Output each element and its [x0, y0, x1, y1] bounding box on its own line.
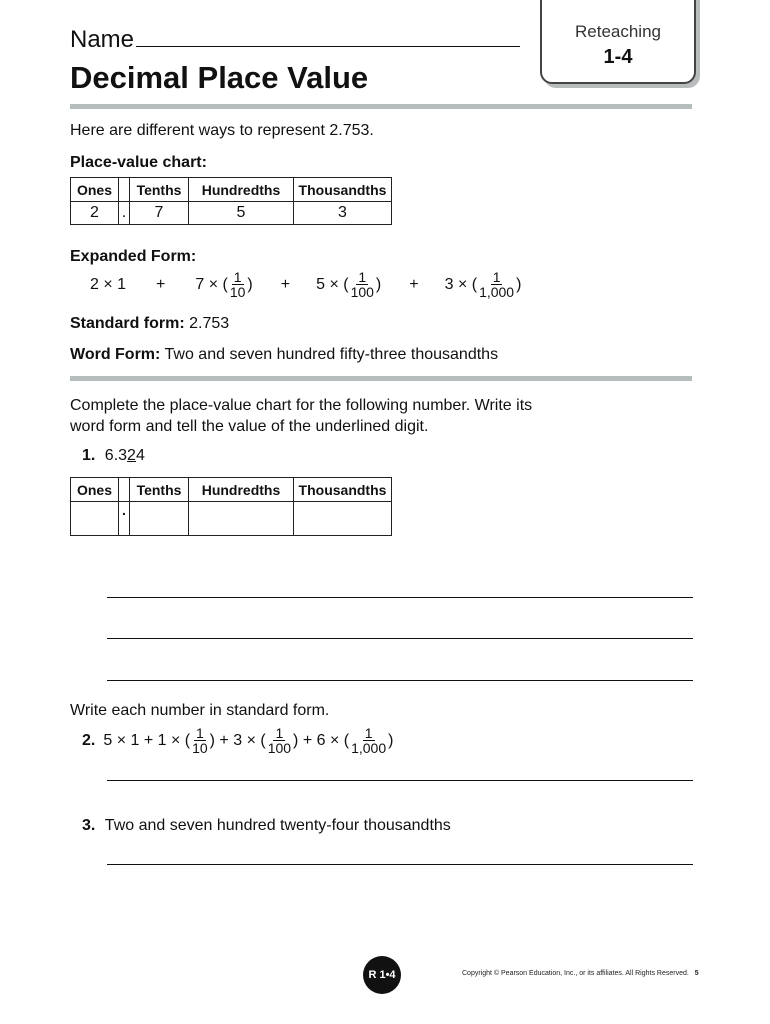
fraction-tenth: $\frac{1}{10}$: [229, 269, 246, 300]
page-number: 5: [694, 970, 699, 977]
underlined-digit: 2: [127, 447, 136, 464]
question-number: 2.: [82, 731, 96, 749]
header-thousandths: Thousandths: [294, 178, 392, 202]
header-ones: Ones: [71, 478, 119, 502]
question-1-number: 6.324: [104, 447, 145, 464]
value-tenths: 7: [130, 202, 189, 225]
answer-line[interactable]: [107, 597, 693, 598]
header-ones: Ones: [71, 178, 119, 202]
header-dot: [119, 178, 130, 202]
chart-header-row: [71, 178, 392, 202]
word-form-value: Two and seven hundred fifty-three thousandths: [164, 346, 499, 363]
divider: [70, 376, 692, 381]
place-value-label: Place-value chart:: [70, 154, 207, 171]
fraction-tenth: $\frac{1}{10}$: [192, 725, 208, 756]
term-1: 2 × 1: [90, 275, 127, 293]
fraction-thousandth: $\frac{1}{1,000}$: [351, 725, 387, 756]
fraction-hundredth: $\frac{1}{100}$: [267, 725, 292, 756]
question-2: 2. 5 × 1 + 1 × ( $\frac{1}{10}$ ) + 3 × ( $\frac{1}{100}$ ) + 6 × ( $\frac{1}{1,000}$ ): [82, 725, 394, 756]
answer-thousandths[interactable]: [294, 502, 392, 536]
header-hundredths: Hundredths: [189, 478, 294, 502]
header-tenths: Tenths: [130, 478, 189, 502]
header-hundredths: Hundredths: [189, 178, 294, 202]
place-value-chart-blank: [70, 477, 392, 536]
plus-sign: +: [409, 275, 419, 293]
value-hundredths: 5: [189, 202, 294, 225]
standard-form-instructions: Write each number in standard form.: [70, 702, 330, 719]
question-3: [82, 817, 451, 835]
standard-form-label: Standard form:: [70, 315, 185, 332]
tab-lesson-number: 1-4: [603, 46, 633, 68]
answer-line[interactable]: [107, 680, 693, 681]
term-4-prefix: 3 × (: [444, 275, 478, 293]
standard-form-value: 2.753: [189, 315, 230, 332]
name-field[interactable]: [136, 46, 520, 47]
chart-header-row: [71, 478, 392, 502]
question-1: [82, 447, 145, 465]
answer-line[interactable]: [107, 864, 693, 865]
plus-sign: +: [280, 275, 291, 293]
answer-line[interactable]: [107, 780, 693, 781]
question-number: 3.: [82, 817, 96, 834]
copyright: Copyright © Pearson Education, Inc., or its affiliates. All Rights Reserved. 5: [462, 970, 699, 977]
answer-tenths[interactable]: [130, 502, 189, 536]
value-dot: .: [119, 202, 130, 225]
question-3-text: Two and seven hundred twenty-four thousandths: [104, 817, 451, 834]
page-badge: R 1•4: [363, 956, 401, 994]
divider: [70, 104, 692, 109]
page-title: Decimal Place Value: [70, 60, 369, 95]
lesson-tab: [540, 0, 696, 84]
intro-text: Here are different ways to represent 2.753.: [70, 122, 374, 139]
fraction-thousandth: $\frac{1}{1,000}$: [479, 269, 515, 300]
answer-line[interactable]: [107, 638, 693, 639]
chart-answer-row: [71, 502, 392, 536]
standard-form-line: [70, 315, 229, 333]
plus-sign: +: [156, 275, 166, 293]
question-number: 1.: [82, 447, 96, 464]
instructions: Complete the place-value chart for the following number. Write its word form and tell the value of the underlined digit.: [70, 397, 533, 435]
name-label: Name: [70, 26, 135, 53]
answer-dot: .: [119, 502, 130, 536]
place-value-chart: [70, 177, 392, 225]
header-thousandths: Thousandths: [294, 478, 392, 502]
word-form-line: [70, 346, 498, 364]
answer-ones[interactable]: [71, 502, 119, 536]
chart-value-row: [71, 202, 392, 225]
word-form-label: Word Form:: [70, 346, 161, 363]
expanded-form-equation: 2 × 1 + 7 × ( $\frac{1}{10}$ ) + 5 × ( $\frac{1}{100}$ ) + 3 × ( $\frac{1}{1,000}$ ): [90, 269, 522, 300]
value-ones: 2: [71, 202, 119, 225]
answer-hundredths[interactable]: [189, 502, 294, 536]
term-3-prefix: 5 × (: [316, 275, 349, 293]
fraction-hundredth: $\frac{1}{100}$: [350, 269, 374, 300]
header-dot: [119, 478, 130, 502]
value-thousandths: 3: [294, 202, 392, 225]
term-2-prefix: 7 × (: [195, 275, 228, 293]
expanded-form-label: Expanded Form:: [70, 248, 197, 265]
tab-label: Reteaching: [574, 22, 661, 41]
header-tenths: Tenths: [130, 178, 189, 202]
